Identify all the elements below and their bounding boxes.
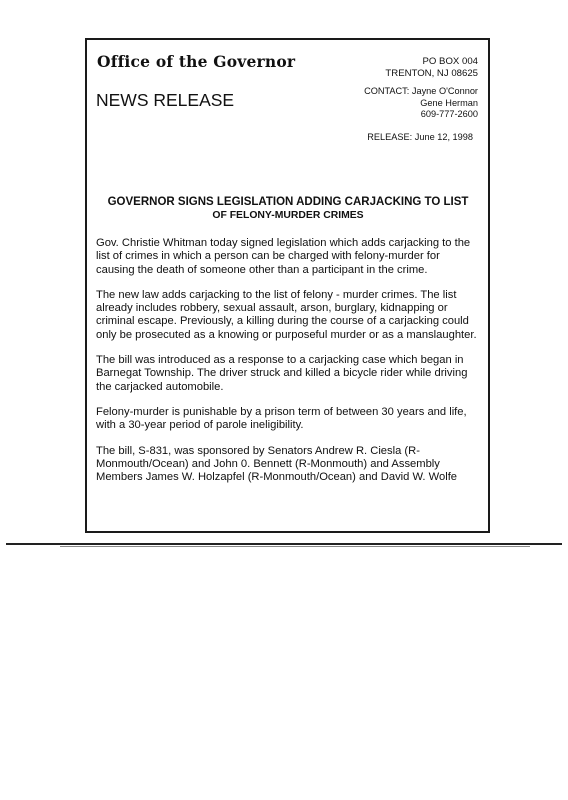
paragraph: The bill was introduced as a response to a carjacking case which began in Barnegat Township. The driver struck and killed a bicycle rider while driving the carjacked automobile. [96, 354, 468, 393]
contact-line: Gene Herman [420, 97, 478, 108]
address-line: TRENTON, NJ 08625 [385, 67, 478, 79]
headline [96, 196, 480, 222]
headline-line-1: GOVERNOR SIGNS LEGISLATION ADDING CARJACKING TO LIST [107, 196, 469, 208]
paragraph: The bill, S-831, was sponsored by Senators Andrew R. Ciesla (R-Monmouth/Ocean) and John 0. Bennett (R-Monmouth) and Assembly Members James W. Holzapfel (R-Monmouth/Ocean) and David W. Wolfe [96, 444, 458, 484]
address-block [385, 56, 478, 79]
page-cut-line [6, 543, 562, 545]
page-cut-shadow [60, 546, 530, 547]
paragraph: Felony-murder is punishable by a prison term of between 30 years and life, with a 30-year period of parole ineligibility. [96, 405, 467, 432]
paragraph: The new law adds carjacking to the list of felony - murder crimes. The list already includes robbery, sexual assault, arson, burglary, kidnapping or criminal escape. Previously, a killing during the course of a carjacking could only be prosecuted as a knowing or purposeful murder or as a manslaughter. [96, 288, 477, 341]
contact-line: 609-777-2600 [420, 109, 478, 119]
address-line: PO BOX 004 [422, 56, 478, 67]
headline-line-2: OF FELONY-MURDER CRIMES [212, 210, 364, 221]
office-title: Office of the Governor [97, 52, 296, 71]
news-release-title: NEWS RELEASE [96, 90, 235, 110]
body-text [96, 237, 481, 496]
paragraph: Gov. Christie Whitman today signed legislation which adds carjacking to the list of crimes in which a person can be charged with felony-murder for causing the death of someone other than a participant in the crime. [96, 237, 471, 276]
release-date: RELEASE: June 12, 1998 [367, 132, 473, 142]
contact-block [364, 86, 478, 121]
contact-line: CONTACT: Jayne O'Connor [364, 86, 478, 96]
